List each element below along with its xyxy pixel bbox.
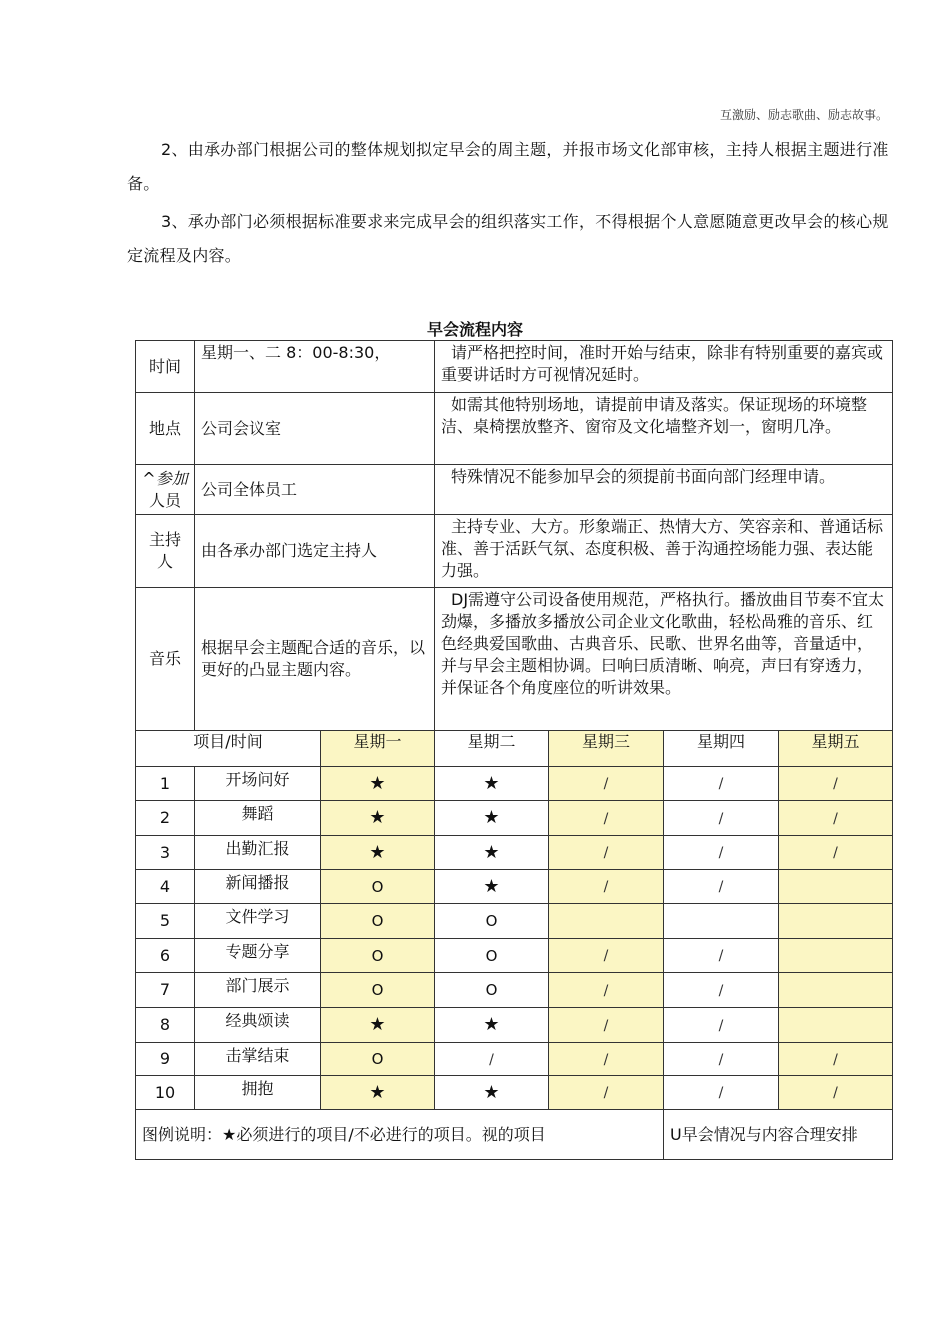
schedule-cell bbox=[779, 939, 893, 973]
item-name: 经典颂读 bbox=[195, 1008, 321, 1043]
schedule-row bbox=[136, 1076, 893, 1110]
schedule-cell bbox=[779, 973, 893, 1008]
schedule-cell bbox=[435, 1076, 549, 1110]
legend-prefix: 图例说明： bbox=[142, 1124, 223, 1144]
info-value: 星期一、二 8：00-8:30， bbox=[195, 341, 435, 393]
schedule-cell bbox=[435, 767, 549, 801]
info-row-attendees bbox=[136, 465, 893, 515]
item-name: 部门展示 bbox=[195, 973, 321, 1008]
paragraph-2: 2、由承办部门根据公司的整体规划拟定早会的周主题，并报市场文化部审核，主持人根据主题进行准备。 bbox=[127, 140, 889, 193]
circle-mark: O bbox=[371, 946, 384, 965]
info-note: 主持专业、大方。形象端正、热情大方、笑容亲和、普通话标准、善于活跃气氛、态度积极、善于沟通控场能力强、表达能力强。 bbox=[435, 515, 893, 588]
schedule-cell bbox=[435, 1008, 549, 1043]
row-number: 9 bbox=[136, 1043, 195, 1076]
info-note: DJ需遵守公司设备使用规范，严格执行。播放曲目节奏不宜太劲爆，多播放多播放公司企业文化歌曲，轻松咼雅的音乐、红色经典爱国歌曲、古典音乐、民歌、世界名曲等，音量适中，并与早会主题相协调。曰响曰质清晰、响亮，声曰有穿透力，并保证各个角度座位的听讲效果。 bbox=[435, 588, 893, 731]
slash-mark: / bbox=[718, 879, 724, 895]
schedule-cell bbox=[664, 870, 779, 904]
item-name: 文件学习 bbox=[195, 904, 321, 939]
schedule-cell bbox=[549, 836, 664, 870]
slash-mark: / bbox=[603, 982, 609, 999]
star-icon: ★ bbox=[369, 772, 386, 794]
schedule-cell bbox=[664, 767, 779, 801]
item-name: 出勤汇报 bbox=[195, 836, 321, 870]
table-title: 早会流程内容 bbox=[426, 320, 523, 339]
schedule-row bbox=[136, 973, 893, 1008]
schedule-cell bbox=[664, 904, 779, 939]
schedule-cell bbox=[664, 1043, 779, 1076]
slash-mark: / bbox=[718, 1085, 724, 1101]
slash-mark: / bbox=[603, 845, 609, 861]
slash-mark: / bbox=[489, 1051, 494, 1068]
schedule-cell bbox=[549, 973, 664, 1008]
star-icon: ★ bbox=[483, 807, 500, 828]
slash-mark: / bbox=[718, 1051, 724, 1068]
info-label: 时间 bbox=[136, 341, 195, 393]
item-name: 开场问好 bbox=[195, 767, 321, 801]
schedule-cell bbox=[321, 801, 435, 836]
info-label-line1: ^参加 bbox=[142, 468, 188, 488]
info-row-location bbox=[136, 393, 893, 465]
legend-text: 必须进行的项目/不必进行的项目。视的项目 bbox=[236, 1124, 546, 1144]
slash-mark: / bbox=[833, 810, 838, 827]
schedule-cell bbox=[321, 1043, 435, 1076]
schedule-body bbox=[136, 767, 893, 1110]
schedule-cell bbox=[549, 1076, 664, 1110]
row-number: 10 bbox=[136, 1076, 195, 1110]
schedule-cell bbox=[435, 973, 549, 1008]
info-label: 地点 bbox=[136, 393, 195, 465]
schedule-header-row bbox=[136, 731, 893, 767]
day-header: 星期三 bbox=[549, 731, 664, 767]
schedule-cell bbox=[549, 870, 664, 904]
paragraph-3: 3、承办部门必须根据标准要求来完成早会的组织落实工作，不得根据个人意愿随意更改早会的核心规定流程及内容。 bbox=[127, 212, 889, 265]
item-name: 舞蹈 bbox=[195, 801, 321, 836]
schedule-cell bbox=[549, 801, 664, 836]
info-label: 音乐 bbox=[136, 588, 195, 731]
row-number: 6 bbox=[136, 939, 195, 973]
info-row-time bbox=[136, 341, 893, 393]
schedule-cell bbox=[664, 801, 779, 836]
schedule-cell bbox=[549, 904, 664, 939]
circle-mark: O bbox=[485, 981, 498, 999]
slash-mark: / bbox=[603, 879, 609, 895]
info-label-line2: 人 bbox=[156, 552, 173, 571]
info-label-line1: 主持 bbox=[148, 530, 181, 549]
info-value: 公司全体员工 bbox=[195, 465, 435, 515]
schedule-cell bbox=[779, 870, 893, 904]
schedule-cell bbox=[664, 836, 779, 870]
star-icon: ★ bbox=[483, 1081, 500, 1103]
schedule-cell bbox=[321, 870, 435, 904]
schedule-row bbox=[136, 870, 893, 904]
schedule-cell bbox=[779, 1076, 893, 1110]
star-icon: ★ bbox=[483, 772, 500, 794]
slash-mark: / bbox=[718, 982, 724, 999]
info-label-line2: 人员 bbox=[148, 490, 181, 510]
item-name: 击掌结束 bbox=[195, 1043, 321, 1076]
schedule-row bbox=[136, 904, 893, 939]
row-number: 4 bbox=[136, 870, 195, 904]
info-note: 特殊情况不能参加早会的须提前书面向部门经理申请。 bbox=[435, 465, 893, 515]
schedule-cell bbox=[549, 1043, 664, 1076]
legend-row bbox=[136, 1110, 893, 1160]
slash-mark: / bbox=[603, 1085, 609, 1101]
slash-mark: / bbox=[718, 1017, 724, 1034]
slash-mark: / bbox=[718, 948, 724, 964]
slash-mark: / bbox=[833, 1085, 838, 1101]
schedule-cell bbox=[779, 904, 893, 939]
star-icon: ★ bbox=[483, 1014, 500, 1035]
row-number: 5 bbox=[136, 904, 195, 939]
schedule-cell bbox=[321, 767, 435, 801]
day-header: 星期二 bbox=[435, 731, 549, 767]
info-row-music bbox=[136, 588, 893, 731]
circle-mark: O bbox=[371, 1050, 384, 1068]
star-icon: ★ bbox=[369, 1014, 386, 1035]
schedule-cell bbox=[321, 939, 435, 973]
schedule-cell bbox=[664, 1008, 779, 1043]
info-value: 根据早会主题配合适的音乐，以更好的凸显主题内容。 bbox=[195, 588, 435, 731]
schedule-cell bbox=[549, 939, 664, 973]
schedule-cell bbox=[549, 767, 664, 801]
schedule-cell bbox=[435, 1043, 549, 1076]
schedule-cell bbox=[435, 801, 549, 836]
schedule-cell bbox=[435, 870, 549, 904]
day-header: 星期一 bbox=[321, 731, 435, 767]
slash-mark: / bbox=[603, 776, 609, 792]
slash-mark: / bbox=[603, 948, 609, 964]
schedule-cell bbox=[549, 1008, 664, 1043]
schedule-header: 项目/时间 bbox=[136, 731, 321, 767]
legend-right-cell: U早会情况与内容合理安排 bbox=[664, 1110, 893, 1160]
schedule-row bbox=[136, 801, 893, 836]
schedule-row bbox=[136, 1043, 893, 1076]
info-note: 请严格把控时间，准时开始与结束，除非有特别重要的嘉宾或重要讲话时方可视情况延时。 bbox=[435, 341, 893, 393]
star-icon: ★ bbox=[483, 875, 500, 897]
schedule-cell bbox=[321, 836, 435, 870]
star-icon: ★ bbox=[369, 841, 386, 863]
circle-mark: O bbox=[371, 877, 384, 896]
slash-mark: / bbox=[603, 1051, 609, 1068]
schedule-row bbox=[136, 1008, 893, 1043]
schedule-row bbox=[136, 836, 893, 870]
schedule-cell bbox=[664, 973, 779, 1008]
item-name: 新闻播报 bbox=[195, 870, 321, 904]
schedule-cell bbox=[435, 939, 549, 973]
item-name: 拥抱 bbox=[195, 1076, 321, 1110]
meeting-process-table bbox=[135, 340, 893, 1160]
row-number: 1 bbox=[136, 767, 195, 801]
circle-mark: O bbox=[371, 912, 384, 930]
schedule-cell bbox=[779, 767, 893, 801]
row-number: 3 bbox=[136, 836, 195, 870]
row-number: 7 bbox=[136, 973, 195, 1008]
schedule-cell bbox=[321, 1076, 435, 1110]
info-value: 公司会议室 bbox=[195, 393, 435, 465]
info-row-host bbox=[136, 515, 893, 588]
info-note: 如需其他特别场地，请提前申请及落实。保证现场的环境整洁、桌椅摆放整齐、窗帘及文化墙整齐划一，窗明几净。 bbox=[435, 393, 893, 465]
schedule-cell bbox=[779, 801, 893, 836]
info-label bbox=[136, 465, 195, 515]
schedule-cell bbox=[779, 1043, 893, 1076]
header-note: 互激励、励志歌曲、励志故事。 bbox=[719, 108, 888, 122]
schedule-cell bbox=[779, 1008, 893, 1043]
day-header: 星期五 bbox=[779, 731, 893, 767]
star-icon: ★ bbox=[483, 841, 500, 863]
star-icon: ★ bbox=[222, 1124, 237, 1144]
schedule-cell bbox=[321, 1008, 435, 1043]
schedule-cell bbox=[435, 836, 549, 870]
schedule-row bbox=[136, 767, 893, 801]
schedule-cell bbox=[664, 939, 779, 973]
slash-mark: / bbox=[833, 845, 838, 861]
circle-mark: O bbox=[485, 912, 498, 930]
schedule-cell bbox=[664, 1076, 779, 1110]
circle-mark: O bbox=[371, 981, 384, 999]
circle-mark: O bbox=[485, 946, 498, 965]
slash-mark: / bbox=[603, 810, 609, 827]
star-icon: ★ bbox=[369, 807, 386, 828]
slash-mark: / bbox=[833, 776, 838, 792]
schedule-cell bbox=[321, 904, 435, 939]
schedule-row bbox=[136, 939, 893, 973]
legend-text-cell bbox=[136, 1110, 664, 1160]
row-number: 2 bbox=[136, 801, 195, 836]
schedule-cell bbox=[321, 973, 435, 1008]
info-value: 由各承办部门选定主持人 bbox=[195, 515, 435, 588]
slash-mark: / bbox=[603, 1017, 609, 1034]
star-icon: ★ bbox=[369, 1081, 386, 1103]
day-header: 星期四 bbox=[664, 731, 779, 767]
schedule-cell bbox=[435, 904, 549, 939]
item-name: 专题分享 bbox=[195, 939, 321, 973]
schedule-cell bbox=[779, 836, 893, 870]
row-number: 8 bbox=[136, 1008, 195, 1043]
slash-mark: / bbox=[833, 1051, 838, 1068]
info-label bbox=[136, 515, 195, 588]
slash-mark: / bbox=[718, 776, 724, 792]
slash-mark: / bbox=[718, 810, 724, 827]
slash-mark: / bbox=[718, 845, 724, 861]
